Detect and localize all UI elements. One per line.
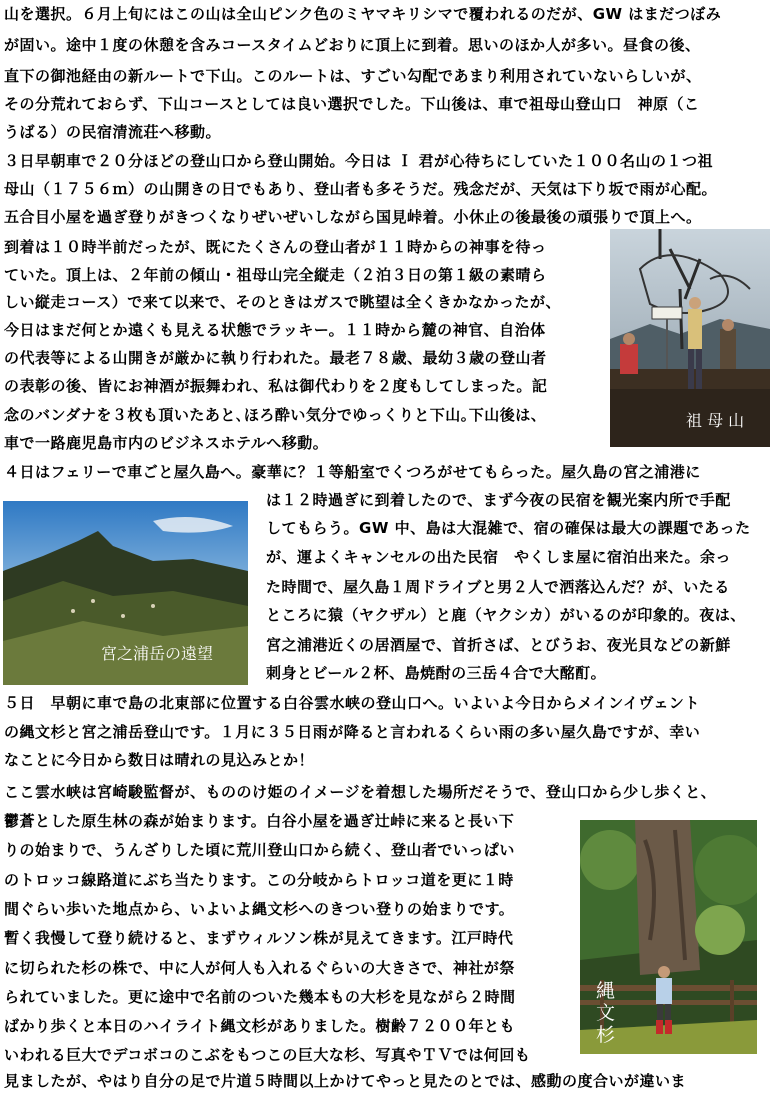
miyanoura-distant-photo: [3, 501, 248, 685]
text-line: 鬱蒼とした原生林の森が始まります。白谷小屋を過ぎ辻峠に来ると長い下: [4, 812, 515, 830]
text-line: 山を選択。６月上旬にはこの山は全山ピンク色のミヤマキリシマで覆われるのだが、GW はまだつぼみ: [4, 5, 722, 23]
text-line: に切られた杉の株で、中に人が何人も入れるぐらいの大きさで、神社が祭: [4, 959, 515, 977]
text-line: られていました。更に途中で名前のついた幾本もの大杉を見ながら２時間: [4, 988, 516, 1006]
jomonsugi-caption: 縄文杉: [596, 980, 616, 1046]
text-line: 見ましたが、やはり自分の足で片道５時間以上かけてやっと見たのとでは、感動の度合いが違いま: [4, 1072, 687, 1090]
text-line: 直下の御池経由の新ルートで下山。このルートは、すごい勾配であまり利用されていないらしいが、: [4, 67, 702, 85]
text-line: が、運よくキャンセルの出た民宿 やくしま屋に宿泊出来た。余っ: [266, 548, 732, 566]
sobosan-caption: 祖 母 山: [686, 411, 745, 430]
text-line: ３日早朝車で２０分ほどの登山口から登山開始。今日は Ｉ 君が心待ちにしていた１００名山の１つ祖: [4, 152, 713, 170]
text-line: 五合目小屋を過ぎ登りがきつくなりぜいぜいしながら国見峠着。小休止の後最後の頑張りで頂上へ。: [4, 208, 702, 226]
text-line: が固い。途中１度の休憩を含みコースタイムどおりに頂上に到着。思いのほか人が多い。昼食の後、: [4, 36, 701, 54]
text-line: 母山（１７５６ｍ）の山開きの日でもあり、登山者も多そうだ。残念だが、天気は下り坂で雨が心配。: [4, 180, 718, 198]
text-line: の代表等による山開きが厳かに執り行われた。最老７８歳、最幼３歳の登山者: [4, 349, 547, 367]
text-line: 刺身とビール２杯、島焼酎の三岳４合で大酩酊。: [266, 664, 607, 682]
text-line: してもらう。GW 中、島は大混雑で、宿の確保は最大の課題であった: [266, 519, 751, 537]
sobosan-summit-photo: [610, 229, 770, 447]
text-line: ていた。頂上は、２年前の傾山・祖母山完全縦走（２泊３日の第１級の素晴ら: [4, 266, 547, 284]
text-line: ばかり歩くと本日のハイライト縄文杉がありました。樹齢７２００年とも: [4, 1017, 516, 1035]
text-line: りの始まりで、うんざりした頃に荒川登山口から続く、登山者でいっぱい: [4, 841, 515, 859]
text-line: 今日はまだ何とか遠くも見える状態でラッキー。１１時から麓の神官、自治体: [4, 321, 546, 339]
text-line: ４日はフェリーで車ごと屋久島へ。豪華に？１等船室でくつろがせてもらった。屋久島の宮之浦港に: [4, 463, 701, 481]
text-line: なことに今日から数日は晴れの見込みとか！: [4, 751, 315, 769]
text-line: 宮之浦港近くの居酒屋で、首折さば、とびうお、夜光貝などの新鮮: [266, 636, 731, 654]
text-line: うばる）の民宿清流荘へ移動。: [4, 123, 222, 141]
text-line: 念のバンダナを３枚も頂いたあと､ほろ酔い気分でゆっくりと下山｡下山後は、: [4, 406, 547, 424]
text-line: た時間で、屋久島１周ドライブと男２人で洒落込んだ？が、いたる: [266, 578, 730, 596]
text-line: いわれる巨大でデコボコのこぶをもつこの巨大な杉、写真やＴＶでは何回も: [4, 1046, 531, 1064]
text-line: 到着は１０時半前だったが、既にたくさんの登山者が１１時からの神事を待っ: [4, 238, 547, 256]
text-line: 車で一路鹿児島市内のビジネスホテルへ移動。: [4, 434, 329, 452]
text-line: その分荒れておらず、下山コースとしては良い選択でした。下山後は、車で祖母山登山口 神原（こ: [4, 95, 700, 113]
text-line: ここ雲水峡は宮崎駿監督が、もののけ姫のイメージを着想した場所だそうで、登山口から少し歩くと、: [4, 783, 717, 801]
text-line: しい縦走コース）で来て以来で、そのときはガスで眺望は全くきかなかったが、: [4, 293, 561, 311]
text-line: ところに猿（ヤクザル）と鹿（ヤクシカ）がいるのが印象的。夜は、: [266, 606, 746, 624]
jomonsugi-photo: [580, 820, 757, 1054]
text-line: ５日 早朝に車で島の北東部に位置する白谷雲水峡の登山口へ。いよいよ今日からメインイヴェント: [4, 694, 700, 712]
text-line: 暫く我慢して登り続けると、まずウィルソン株が見えてきます。江戸時代: [4, 929, 514, 947]
text-line: の表彰の後、皆にお神酒が振舞われ、私は御代わりを２度もしてしまった。記: [4, 377, 548, 395]
text-line: 間ぐらい歩いた地点から、いよいよ縄文杉へのきつい登りの始まりです。: [4, 900, 515, 918]
text-line: は１２時過ぎに到着したので、まず今夜の民宿を観光案内所で手配: [266, 491, 731, 509]
miyanoura-caption: 宮之浦岳の遠望: [101, 644, 214, 663]
text-line: のトロッコ線路道にぶち当たります。この分岐からトロッコ道を更に１時: [4, 871, 514, 889]
text-line: の縄文杉と宮之浦岳登山です。１月に３５日雨が降ると言われるくらい雨の多い屋久島ですが、幸い: [4, 723, 701, 741]
